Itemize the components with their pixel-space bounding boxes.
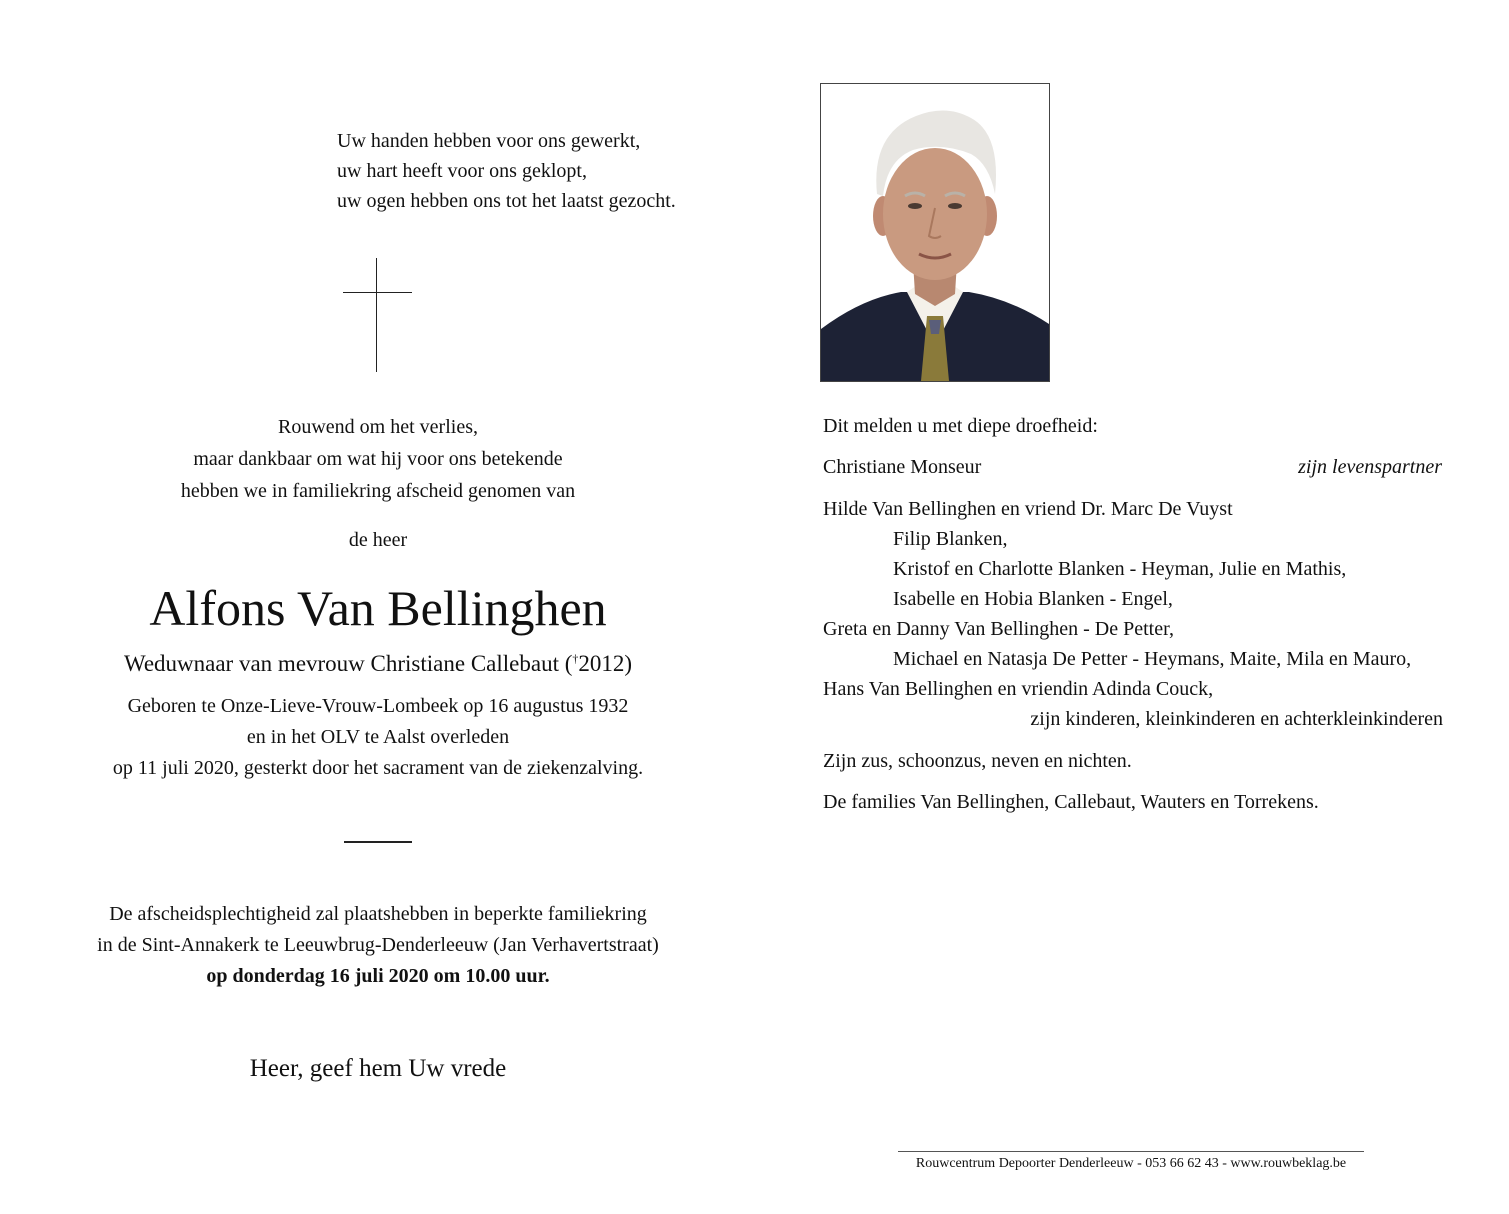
footer-divider <box>898 1151 1364 1152</box>
portrait-image <box>821 84 1049 381</box>
mourning-line: maar dankbaar om wat hij voor ons betekende <box>193 448 563 470</box>
family-relation: zijn kinderen, kleinkinderen en achterkleinkinderen <box>1030 708 1443 730</box>
family-row: Filip Blanken, <box>893 528 1008 550</box>
death-date-line: op 11 juli 2020, gesterkt door het sacrament van de ziekenzalving. <box>112 757 644 779</box>
deceased-name: Alfons Van Bellinghen <box>149 580 607 636</box>
dagger-icon: † <box>572 651 579 666</box>
poem-line: Uw handen hebben voor ons gewerkt, <box>337 130 641 152</box>
ceremony-line: De afscheidsplechtigheid zal plaatshebben in beperkte familiekring <box>109 903 647 925</box>
birth-death-text <box>40 691 716 784</box>
prayer: Heer, geef hem Uw vrede <box>249 1055 507 1082</box>
poem <box>337 126 676 216</box>
families-line: De families Van Bellinghen, Callebaut, Wauters en Torrekens. <box>823 791 1319 813</box>
cross-icon-bar <box>343 292 412 293</box>
siblings-line: Zijn zus, schoonzus, neven en nichten. <box>823 750 1132 772</box>
footer-funeral-home: Rouwcentrum Depoorter Denderleeuw - 053 66 62 43 - www.rouwbeklag.be <box>915 1156 1347 1171</box>
family-row: Kristof en Charlotte Blanken - Heyman, Julie en Mathis, <box>893 558 1347 580</box>
partner-role: zijn levenspartner <box>1298 456 1442 478</box>
announcement: Dit melden u met diepe droefheid: <box>823 415 1098 437</box>
family-list <box>823 494 1443 734</box>
death-place-line: en in het OLV te Aalst overleden <box>246 726 510 748</box>
widow-close: ) <box>624 651 633 676</box>
family-row: Michael en Natasja De Petter - Heymans, Maite, Mila en Mauro, <box>893 648 1412 670</box>
family-row: Greta en Danny Van Bellinghen - De Petter, <box>823 618 1174 640</box>
widow-year: 2012 <box>578 651 625 676</box>
mourning-line: hebben we in familiekring afscheid genomen van <box>180 480 576 502</box>
mourning-text <box>100 411 656 507</box>
poem-line: uw hart heeft voor ons geklopt, <box>337 160 587 182</box>
family-row: Hans Van Bellinghen en vriendin Adinda Couck, <box>823 678 1214 700</box>
family-row: Isabelle en Hobia Blanken - Engel, <box>893 588 1173 610</box>
title-prefix: de heer <box>348 529 408 551</box>
family-row: Hilde Van Bellinghen en vriend Dr. Marc De Vuyst <box>823 498 1233 520</box>
widow-text: Weduwnaar van mevrouw Christiane Callebaut ( <box>123 651 573 676</box>
cross-icon <box>376 258 377 372</box>
partner-name: Christiane Monseur <box>823 456 982 478</box>
ceremony-text <box>40 899 716 992</box>
ceremony-date: op donderdag 16 juli 2020 om 10.00 uur. <box>206 965 550 987</box>
ceremony-location: in de Sint-Annakerk te Leeuwbrug-Denderleeuw (Jan Verhavertstraat) <box>97 934 659 956</box>
birth-line: Geboren te Onze-Lieve-Vrouw-Lombeek op 16 augustus 1932 <box>127 695 629 717</box>
mourning-line: Rouwend om het verlies, <box>278 416 478 438</box>
widow-line <box>40 648 716 680</box>
portrait-photo <box>820 83 1050 382</box>
separator <box>344 841 412 843</box>
poem-line: uw ogen hebben ons tot het laatst gezocht. <box>337 190 676 212</box>
